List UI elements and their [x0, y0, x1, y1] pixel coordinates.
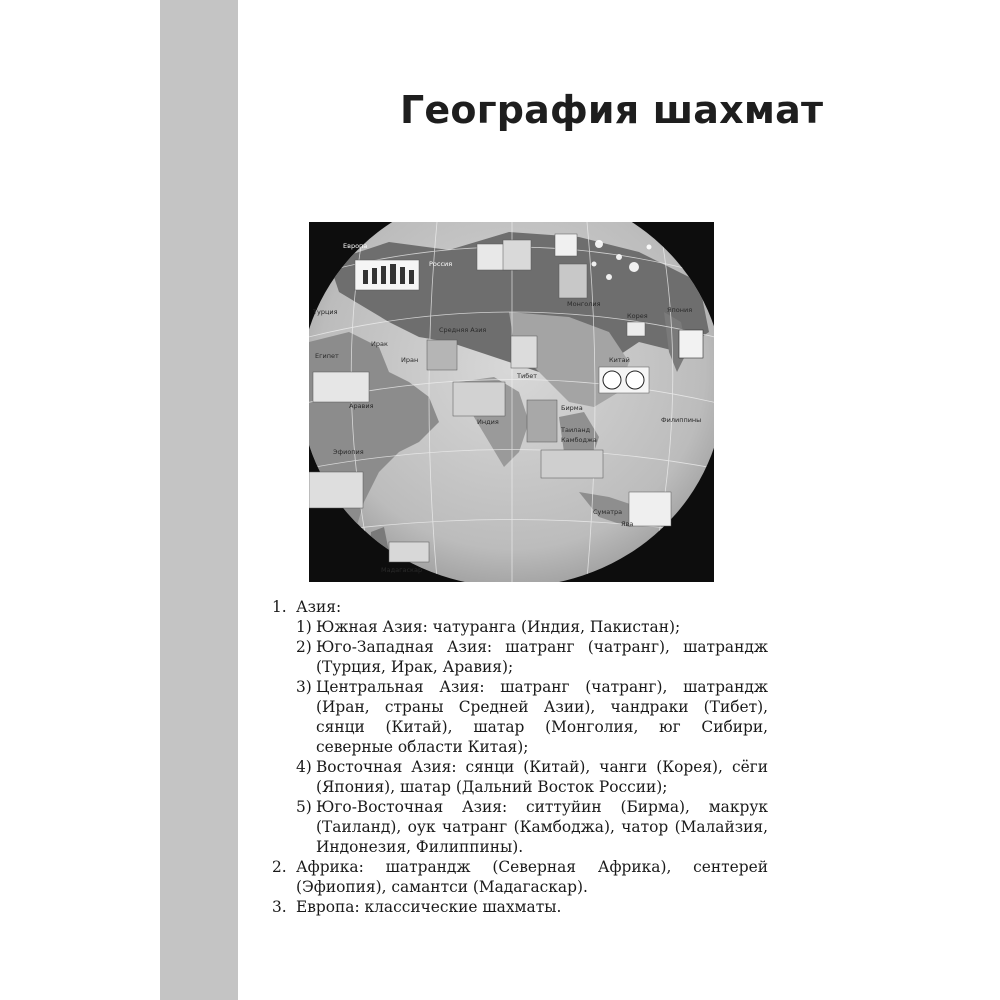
- thumb-indonesia-pieces: [629, 492, 671, 526]
- thumb-iran-pieces: [427, 340, 457, 370]
- list-number: 2): [296, 638, 312, 656]
- list-number: 1.: [272, 598, 287, 616]
- thumb-korea-piece: [627, 322, 645, 336]
- thumb-mongolia-pieces: [559, 264, 587, 298]
- thumb-arabia-pieces: [313, 372, 369, 402]
- list-item-europe: [272, 897, 768, 917]
- label-korea: Корея: [627, 312, 648, 320]
- list-number: 4): [296, 758, 312, 776]
- thumb-tibet-board: [511, 336, 537, 368]
- label-egypt: Египет: [315, 352, 339, 360]
- xiangqi-piece-icon: [603, 371, 621, 389]
- label-iraq: Ирак: [371, 340, 388, 348]
- list-subitem-central-asia: [272, 677, 768, 757]
- thumb-russia-pieces-2: [503, 240, 531, 270]
- thumb-japan-shogi-piece: [679, 330, 703, 358]
- label-japan: Япония: [667, 306, 693, 314]
- label-mongolia: Монголия: [567, 300, 601, 308]
- label-java: Ява: [621, 520, 634, 528]
- list-item-asia: [272, 597, 768, 617]
- list-subitem-southeast-asia: [272, 797, 768, 857]
- list-text: Африка: шатрандж (Северная Африка), сентерей (Эфиопия), самантси (Мадагаскар).: [296, 858, 768, 896]
- thumb-india-chaturanga: [453, 382, 505, 416]
- list-subitem-east-asia: [272, 757, 768, 797]
- label-india: Индия: [477, 418, 499, 426]
- list-number: 2.: [272, 858, 287, 876]
- list-text: Юго-Западная Азия: шатранг (чатранг), шатрандж (Турция, Ирак, Аравия);: [316, 638, 768, 676]
- label-cambodia: Камбоджа: [561, 436, 597, 444]
- list-subitem-southwest-asia: [272, 637, 768, 677]
- page-title: География шахмат: [400, 88, 824, 132]
- label-burma: Бирма: [561, 404, 583, 412]
- label-iran: Иран: [401, 356, 419, 364]
- chess-variants-list: [272, 597, 768, 917]
- list-text: Азия:: [296, 598, 342, 616]
- page-margin-band: [160, 0, 238, 1000]
- label-tibet: Тибет: [517, 372, 537, 380]
- label-turkey: Турция: [313, 308, 338, 316]
- label-madagascar: Мадагаскар: [381, 566, 423, 574]
- thumb-siberia-piece: [555, 234, 577, 256]
- thumb-thailand-pieces: [541, 450, 603, 478]
- xiangqi-piece-icon-2: [626, 371, 644, 389]
- list-text: Восточная Азия: сянци (Китай), чанги (Корея), сёги (Япония), шатар (Дальний Восток России);: [316, 758, 768, 796]
- list-number: 3.: [272, 898, 287, 916]
- label-central-asia: Средняя Азия: [439, 326, 487, 334]
- list-number: 3): [296, 678, 312, 696]
- list-text: Центральная Азия: шатранг (чатранг), шатрандж (Иран, страны Средней Азии), чандраки (Тибет), сянци (Китай), шатар (Монголия, юг Сибири, северные области Китая);: [316, 678, 768, 756]
- list-text: Южная Азия: чатуранга (Индия, Пакистан);: [316, 618, 681, 636]
- list-text: Европа: классические шахматы.: [296, 898, 562, 916]
- chess-geography-map: [309, 222, 714, 582]
- label-europe: Европа: [343, 242, 368, 250]
- thumb-burma-pieces: [527, 400, 557, 442]
- label-arabia: Аравия: [349, 402, 374, 410]
- thumb-ethiopia-pieces: [309, 472, 363, 508]
- thumb-madagascar-board: [389, 542, 429, 562]
- list-item-africa: [272, 857, 768, 897]
- list-number: 5): [296, 798, 312, 816]
- list-subitem-south-asia: [272, 617, 768, 637]
- label-philippines: Филиппины: [661, 416, 702, 424]
- list-text: Юго-Восточная Азия: ситтуйин (Бирма), макрук (Таиланд), оук чатранг (Камбоджа), чатор (Малайзия, Индонезия, Филиппины).: [316, 798, 768, 856]
- label-china: Китай: [609, 356, 630, 364]
- label-thailand: Таиланд: [561, 426, 591, 434]
- label-russia: Россия: [429, 260, 453, 268]
- label-sumatra: Суматра: [593, 508, 623, 516]
- list-number: 1): [296, 618, 312, 636]
- label-ethiopia: Эфиопия: [333, 448, 364, 456]
